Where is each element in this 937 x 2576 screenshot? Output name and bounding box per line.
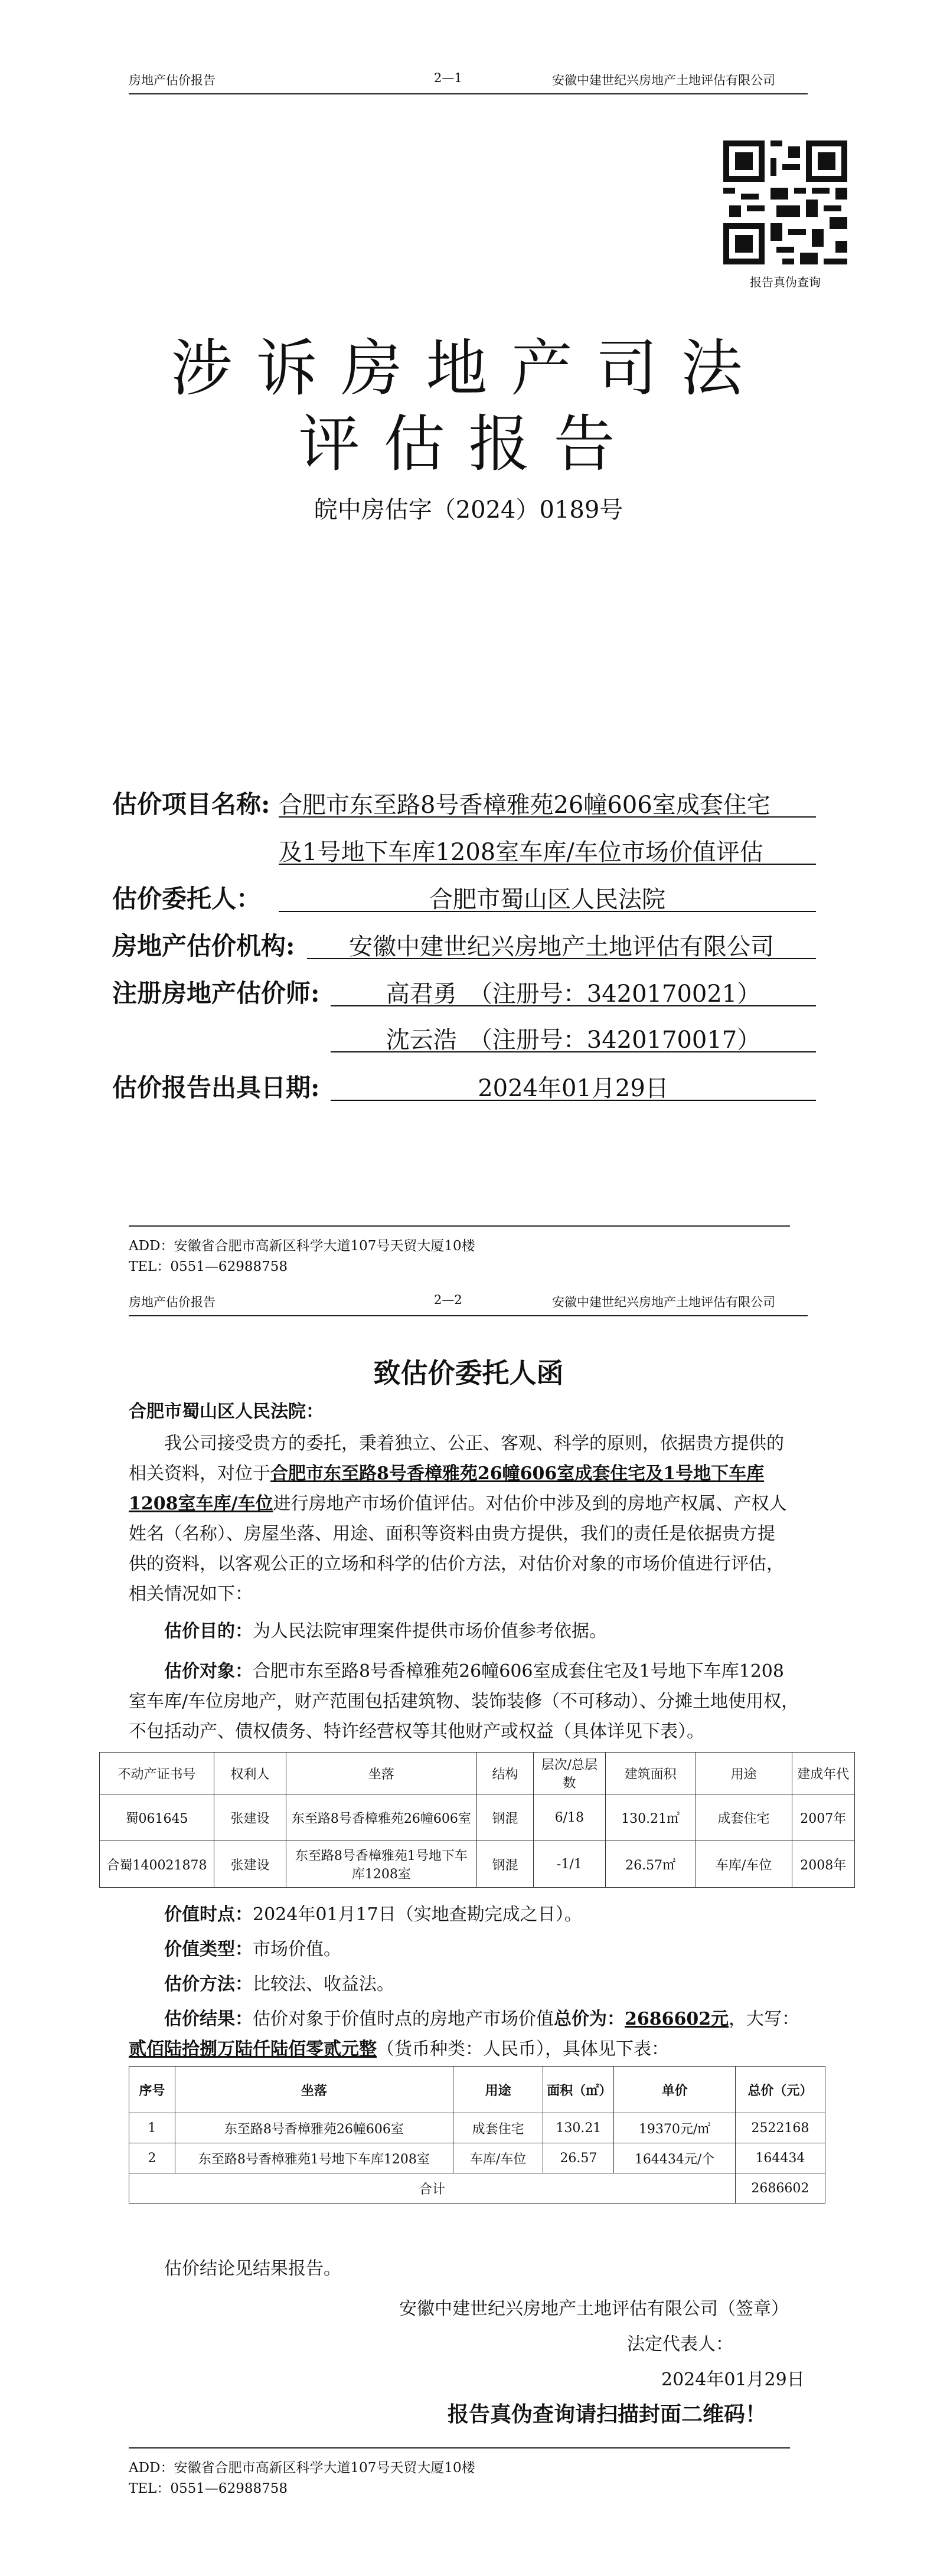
cell-cert-no: 蜀061645 [100, 1794, 214, 1841]
conclusion: 估价结论见结果报告。 [164, 2258, 341, 2279]
page2-header-right: 安徽中建世纪兴房地产土地评估有限公司 [552, 1295, 775, 1309]
cell-location: 东至路8号香樟雅苑1号地下车库1208室 [175, 2143, 453, 2173]
page1-header-right: 安徽中建世纪兴房地产土地评估有限公司 [552, 73, 775, 87]
qr-code-icon[interactable] [723, 140, 847, 264]
table-total-row [129, 2173, 825, 2204]
page2-footer-tel: TEL：0551—62988758 [129, 2481, 288, 2496]
legal-representative: 法定代表人： [627, 2334, 733, 2355]
intro-line5: 供的资料，以客观公正的立场和科学的估价方法，对估价对象的市场价值进行评估， [129, 1554, 784, 1574]
result-total-value: 2686602元 [625, 2009, 729, 2029]
cell-built-year: 2007年 [792, 1794, 854, 1841]
method-label: 估价方法： [164, 1974, 253, 1995]
page2-header-left: 房地产估价报告 [129, 1295, 216, 1309]
client-value: 合肥市蜀山区人民法院 [429, 886, 665, 913]
page1-header-center: 2—1 [434, 71, 462, 85]
value-type-value: 市场价值。 [253, 1939, 341, 1960]
intro-line2 [129, 1459, 764, 1485]
result-label: 估价结果： [164, 2009, 253, 2029]
intro-line4: 姓名（名称）、房屋坐落、用途、面积等资料由贵方提供，我们的责任是依据贵方提 [129, 1524, 775, 1544]
col-area: 建筑面积 [605, 1753, 696, 1794]
cell-owner: 张建设 [214, 1794, 286, 1841]
page2-footer-rule [129, 2447, 790, 2448]
value-type-label: 价值类型： [164, 1939, 253, 1960]
letter-salutation: 合肥市蜀山区人民法院： [129, 1401, 324, 1422]
qr-caption: 报告真伪查询 [750, 275, 821, 289]
page2-footer-address: ADD：安徽省合肥市高新区科学大道107号天贸大厦10楼 [129, 2460, 475, 2476]
cell-structure: 钢混 [476, 1841, 533, 1888]
object-label: 估价对象： [164, 1661, 253, 1682]
col-unit-price: 单价 [614, 2067, 735, 2113]
col-usage: 用途 [453, 2067, 543, 2113]
col-usage: 用途 [696, 1753, 792, 1794]
client-label: 估价委托人： [112, 884, 262, 913]
cell-unit-price: 164434元/个 [614, 2143, 735, 2173]
document-number: 皖中房估字（2024）0189号 [314, 496, 623, 524]
cell-location: 东至路8号香樟雅苑26幢606室 [175, 2113, 453, 2143]
appraiser-1: 高君勇 （注册号：3420170021） [386, 980, 761, 1008]
page1-footer-tel: TEL：0551—62988758 [129, 1259, 288, 1274]
total-value: 2686602 [735, 2173, 825, 2204]
cell-built-year: 2008年 [792, 1841, 854, 1888]
cell-unit-price: 19370元/㎡ [614, 2113, 735, 2143]
valuation-table-header [129, 2067, 825, 2113]
result-line1 [164, 2004, 799, 2030]
letter-title: 致估价委托人函 [373, 1357, 564, 1389]
cell-floor: -1/1 [533, 1841, 605, 1888]
purpose-value: 为人民法院审理案件提供市场价值参考依据。 [253, 1621, 607, 1642]
value-time-value: 2024年01月17日（实地查勘完成之日）。 [253, 1904, 582, 1925]
cell-area: 130.21㎡ [605, 1794, 696, 1841]
cell-cert-no: 合蜀140021878 [100, 1841, 214, 1888]
cell-location: 东至路8号香樟雅苑26幢606室 [286, 1794, 476, 1841]
cell-usage: 车库/车位 [453, 2143, 543, 2173]
intro-property-unit: 1208室车库/车位 [129, 1493, 273, 1514]
project-name-label: 估价项目名称: [112, 790, 270, 819]
col-owner: 权利人 [214, 1753, 286, 1794]
result-upper-value: 贰佰陆拾捌万陆仟陆佰零贰元整 [129, 2039, 377, 2060]
table-row [100, 1794, 855, 1841]
method-value: 比较法、收益法。 [253, 1974, 394, 1995]
value-type-line [164, 1934, 341, 1960]
cell-usage: 成套住宅 [696, 1794, 792, 1841]
valuation-table [129, 2066, 825, 2204]
result-total-label: 总价为： [554, 2009, 625, 2029]
report-date-value: 2024年01月29日 [478, 1075, 669, 1102]
property-table [99, 1752, 855, 1888]
col-cert-no: 不动产证书号 [100, 1753, 214, 1794]
table-row [129, 2113, 825, 2143]
page1-header-left: 房地产估价报告 [129, 73, 216, 87]
appraiser-2: 沈云浩 （注册号：3420170017） [386, 1027, 761, 1054]
cell-total-price: 2522168 [735, 2113, 825, 2143]
agency-underline [307, 958, 816, 959]
value-time-line [164, 1900, 582, 1926]
cell-floor: 6/18 [533, 1794, 605, 1841]
cell-no: 1 [129, 2113, 175, 2143]
appraiser-2-underline [331, 1051, 816, 1052]
client-underline [279, 911, 816, 912]
col-structure: 结构 [476, 1753, 533, 1794]
page2-header-center: 2—2 [434, 1293, 462, 1307]
intro-line1: 我公司接受贵方的委托，秉着独立、公正、客观、科学的原则，依据贵方提供的 [164, 1433, 784, 1454]
appraiser-label: 注册房地产估价师: [112, 979, 320, 1008]
report-date-label: 估价报告出具日期: [112, 1073, 320, 1102]
page1-footer-rule [129, 1225, 790, 1227]
col-location: 坐落 [286, 1753, 476, 1794]
object-value-line1: 合肥市东至路8号香樟雅苑26幢606室成套住宅及1号地下车库1208 [253, 1661, 784, 1682]
cell-usage: 车库/车位 [696, 1841, 792, 1888]
verify-note: 报告真伪查询请扫描封面二维码！ [448, 2402, 767, 2427]
cell-area: 26.57 [543, 2143, 614, 2173]
sign-date: 2024年01月29日 [661, 2369, 805, 2390]
table-row [100, 1841, 855, 1888]
signature-company: 安徽中建世纪兴房地产土地评估有限公司（签章） [399, 2299, 789, 2319]
cell-total-price: 164434 [735, 2143, 825, 2173]
report-title-line1: 涉诉房地产司法 [171, 332, 766, 404]
agency-value: 安徽中建世纪兴房地产土地评估有限公司 [349, 933, 774, 960]
result-text: 估价对象于价值时点的房地产市场价值 [253, 2009, 554, 2029]
report-date-underline [331, 1100, 816, 1101]
agency-label: 房地产估价机构: [112, 931, 295, 960]
cell-area: 26.57㎡ [605, 1841, 696, 1888]
table-row [129, 2143, 825, 2173]
col-no: 序号 [129, 2067, 175, 2113]
intro-line3-text: 进行房地产市场价值评估。对估价中涉及到的房地产权属、产权人 [273, 1493, 787, 1514]
result-currency-note: （货币种类：人民币），具体见下表： [377, 2039, 669, 2060]
object-line2: 室车库/车位房地产，财产范围包括建筑物、装饰装修（不可移动）、分摊土地使用权， [129, 1691, 799, 1712]
object-line3: 不包括动产、债权债务、特许经营权等其他财产或权益（具体详见下表）。 [129, 1721, 704, 1742]
project-name-underline1 [279, 816, 816, 818]
page2-header-rule [129, 1315, 808, 1316]
project-name-value-line1: 合肥市东至路8号香樟雅苑26幢606室成套住宅 [279, 792, 771, 819]
total-label: 合计 [129, 2173, 736, 2204]
value-time-label: 价值时点： [164, 1904, 253, 1925]
page1-footer-address: ADD：安徽省合肥市高新区科学大道107号天贸大厦10楼 [129, 1238, 475, 1254]
intro-line3 [129, 1489, 786, 1515]
report-title-line2: 评估报告 [298, 408, 639, 480]
result-upper-label: ，大写： [729, 2009, 800, 2029]
col-built-year: 建成年代 [792, 1753, 854, 1794]
project-name-underline2 [279, 864, 816, 865]
result-line2 [129, 2034, 669, 2060]
intro-property-address: 合肥市东至路8号香樟雅苑26幢606室成套住宅及1号地下车库 [270, 1463, 765, 1484]
project-name-value-line2: 及1号地下车库1208室车库/车位市场价值评估 [279, 839, 763, 866]
appraiser-1-underline [331, 1005, 816, 1006]
intro-line6: 相关情况如下： [129, 1584, 253, 1604]
purpose-label: 估价目的： [164, 1621, 253, 1642]
col-location: 坐落 [175, 2067, 453, 2113]
cell-no: 2 [129, 2143, 175, 2173]
cell-location: 东至路8号香樟雅苑1号地下车库1208室 [286, 1841, 476, 1888]
method-line [164, 1969, 394, 1995]
col-floor: 层次/总层数 [533, 1753, 605, 1794]
object-line1 [164, 1656, 784, 1682]
intro-line2-text: 相关资料，对位于 [129, 1463, 270, 1484]
page1-header-rule [129, 93, 808, 94]
cell-owner: 张建设 [214, 1841, 286, 1888]
cell-area: 130.21 [543, 2113, 614, 2143]
purpose-line [164, 1616, 607, 1642]
property-table-header [100, 1753, 855, 1794]
cell-usage: 成套住宅 [453, 2113, 543, 2143]
cell-structure: 钢混 [476, 1794, 533, 1841]
col-total-price: 总价（元） [735, 2067, 825, 2113]
col-area: 面积（㎡） [543, 2067, 614, 2113]
